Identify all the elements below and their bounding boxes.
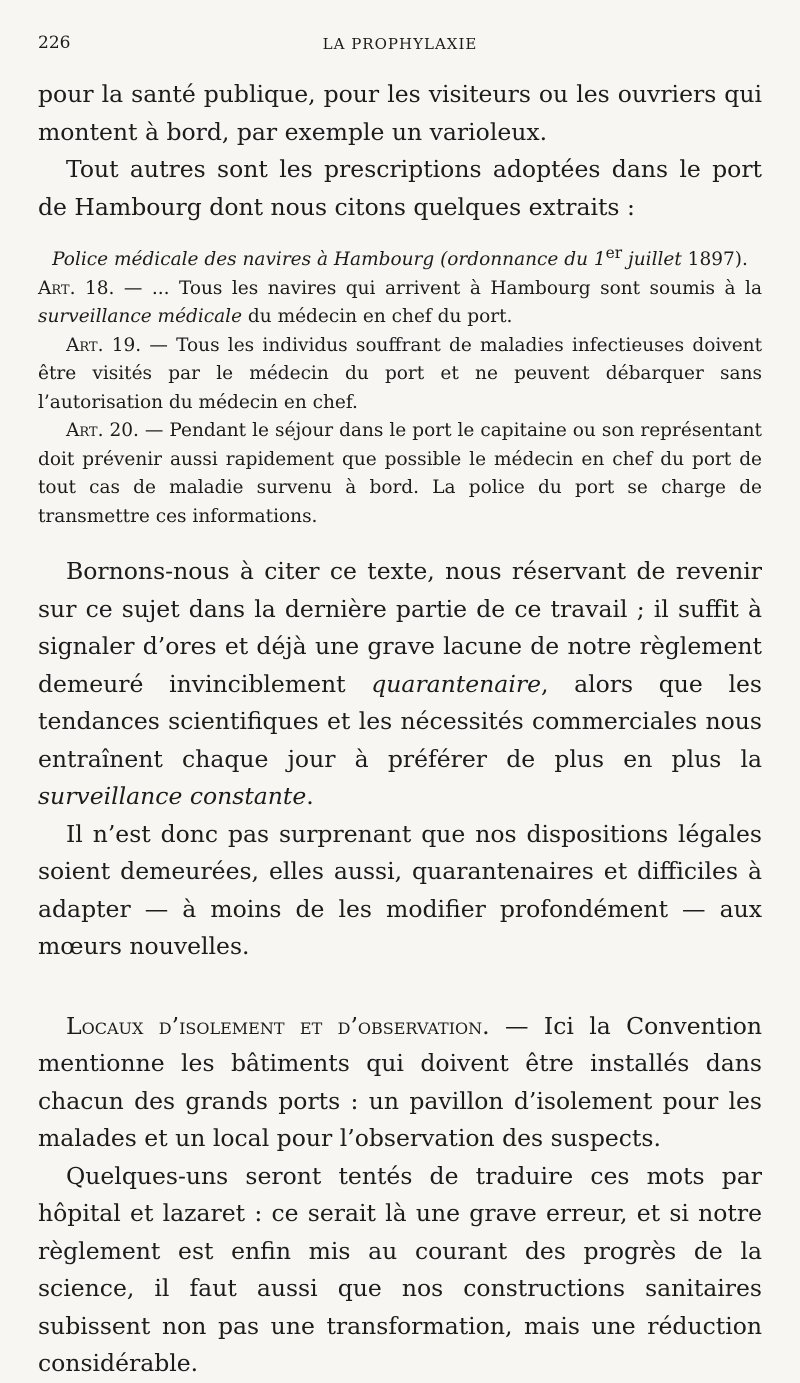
paragraph-dispositions: Il n’est donc pas surprenant que nos dispositions légales soient demeurées, elles aussi, quarantenaires et difficiles à adapter — à moins de les modifier profondément — aux mœurs nouvelles.: [38, 819, 762, 961]
paragraph-continued: pour la santé publique, pour les visiteurs ou les ouvriers qui montent à bord, par exemple un varioleux.: [38, 80, 762, 146]
article-20-label: Art. 20.: [66, 420, 139, 442]
quote-title: Police médicale des navires à Hambourg (ordonnance du 1er juillet 1897).: [52, 244, 748, 271]
paragraph-hamburg-intro: Tout autres sont les prescriptions adoptées dans le port de Hambourg dont nous citons quelques extraits :: [38, 155, 762, 221]
paragraph-locaux: Locaux d’isolement et d’observation. — Ici la Convention mentionne les bâtiments qui doivent être installés dans chacun des grands ports : un pavillon d’isolement pour les malades et un local pour l’observation des suspects.: [38, 1011, 762, 1153]
running-head: [38, 33, 762, 57]
paragraph-bornons: Bornons-nous à citer ce texte, nous réservant de revenir sur ce sujet dans la dernière partie de ce travail ; il suffit à signaler d’ores et déjà une grave lacune de notre règlement demeuré invinciblement quarantenaire, alors que les tendances scientifiques et les nécessités commerciales nous entraînent chaque jour à préférer de plus en plus la surveillance constante.: [38, 557, 762, 811]
article-18-label: Art. 18.: [38, 277, 115, 299]
article-19: Art. 19. — Tous les individus souffrant de maladies infectieuses doivent être visités par le médecin du port et ne peuvent débarquer sans l’autorisation du médecin en chef.: [38, 334, 762, 413]
paragraph-quelques-uns: Quelques-uns seront tentés de traduire ces mots par hôpital et lazaret : ce serait là une grave erreur, et si notre règlement est enfin mis au courant des progrès de la science, il faut aussi que nos constructions sanitaires subissent non pas une transformation, mais une réduction considérable.: [38, 1161, 762, 1378]
article-20: Art. 20. — Pendant le séjour dans le port le capitaine ou son représentant doit prévenir aussi rapidement que possible le médecin en chef du port de tout cas de maladie survenu à bord. La police du port se charge de transmettre ces informations.: [38, 420, 762, 527]
article-18: Art. 18. — ... Tous les navires qui arrivent à Hambourg sont soumis à la surveillance médicale du médecin en chef du port.: [38, 277, 762, 328]
hamburg-regulation-quote: [38, 239, 762, 531]
section-heading-locaux: Locaux d’isolement et d’observation.: [66, 1011, 490, 1040]
article-19-label: Art. 19.: [66, 334, 142, 356]
running-title: LA PROPHYLAXIE: [322, 35, 478, 53]
page-body: [38, 76, 762, 1383]
page-number: 226: [38, 33, 71, 53]
